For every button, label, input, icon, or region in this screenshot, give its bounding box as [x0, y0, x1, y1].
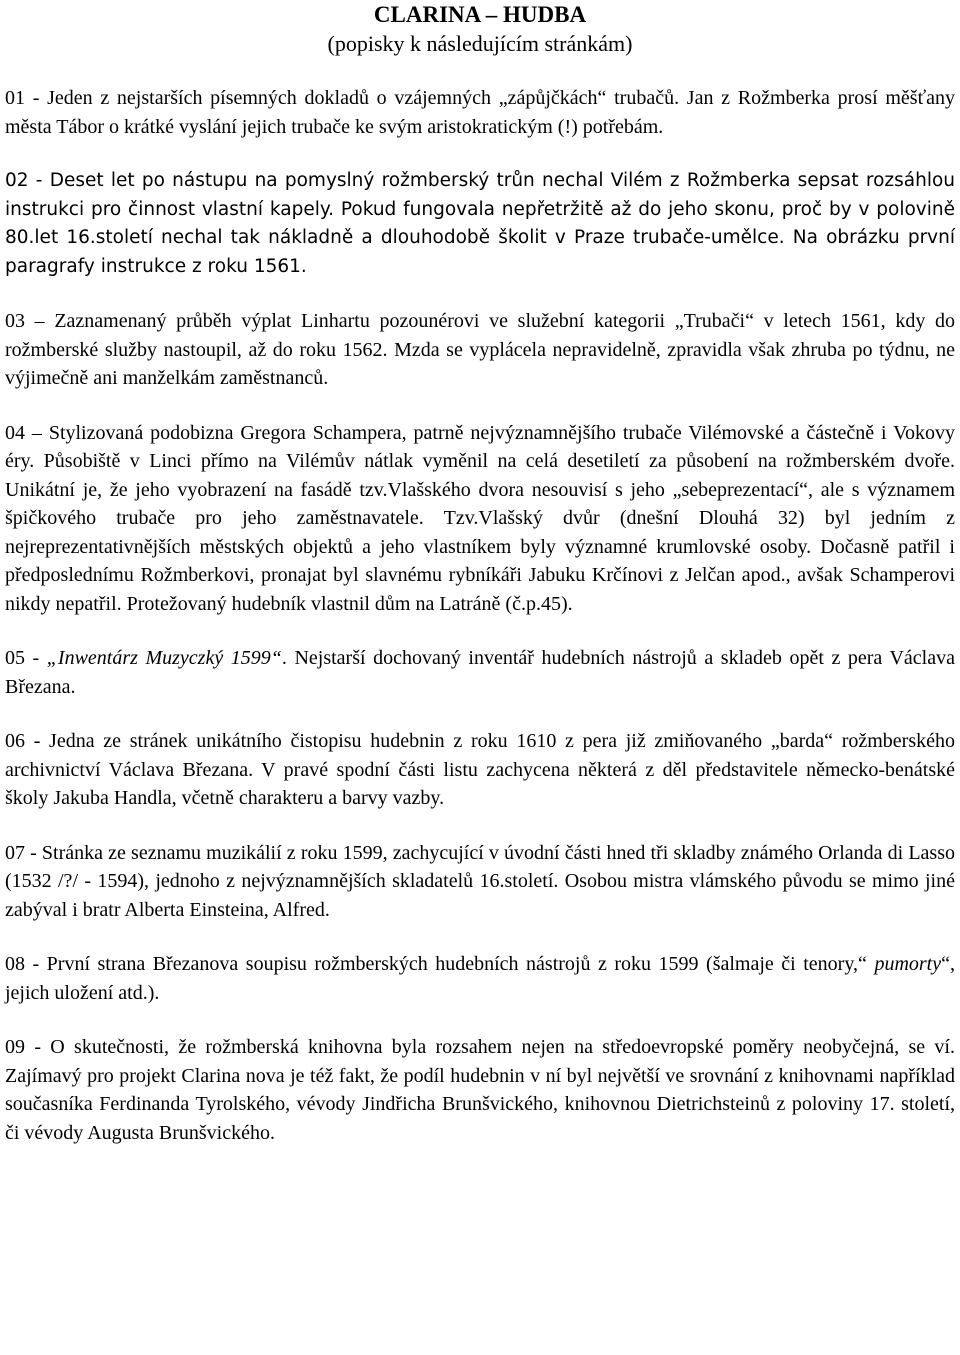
paragraph-05-prefix: 05 - [5, 647, 47, 669]
paragraph-08-rest: “, jejich uložení atd.). [5, 953, 955, 1004]
document-subtitle: (popisky k následujícím stránkám) [327, 31, 633, 56]
paragraph-05-italic: „Inwentárz Muzyczký 1599“ [46, 647, 282, 669]
paragraph-05-rest: . Nejstarší dochovaný inventář hudebních nástrojů a skladeb opět z pera Václava Březana. [5, 647, 955, 698]
paragraph-09: 09 - O skutečnosti, že rožmberská knihovna byla rozsahem nejen na středoevropské poměry neobyčejná, se ví. Zajímavý pro projekt Clarina nova je též fakt, že podíl hudebnin v ní byl největší ve srovnání z knihovnami například současníka Ferdinanda Tyrolského, vévody Jindřicha Brunšvického, knihovnou Dietrichsteinů z poloviny 17. století, či vévody Augusta Brunšvického. [5, 1036, 955, 1144]
document-page [5, 0, 955, 1173]
paragraph-04: 04 – Stylizovaná podobizna Gregora Schampera, patrně nejvýznamnějšího trubače Vilémovské a částečně i Vokovy éry. Působiště v Linci přímo na Vilémův nátlak vyměnil na celá desetiletí za působení na rožmberském dvoře. Unikátní je, že jeho vyobrazení na fasádě tzv.Vlašského dvora nesouvisí s jeho „sebeprezentací“, ale s významem špičkového trubače pro jeho zaměstnavatele. Tzv.Vlašský dvůr (dnešní Dlouhá 32) byl jedním z nejreprezentativnějších městských objektů a jeho vlastníkem byly významné krumlovské osoby. Dočasně patřil i předposlednímu Rožmberkovi, pronajat byl slavnému rybníkáři Jabuku Krčínovi z Jelčan apod., avšak Schamperovi nikdy nepatřil. Protežovaný hudebník vlastnil dům na Latráně (č.p.45). [5, 421, 955, 615]
paragraph-03: 03 – Zaznamenaný průběh výplat Linhartu pozounérovi ve služební kategorii „Trubači“ v letech 1561, kdy do rožmberské služby nastoupil, až do roku 1562. Mzda se vyplácela nepravidelně, zpravidla však zhruba po týdnu, ne výjimečně ani manželkám zaměstnanců. [5, 310, 955, 389]
paragraph-08 [5, 950, 955, 1007]
paragraph-05 [5, 644, 955, 701]
paragraph-06: 06 - Jedna ze stránek unikátního čistopisu hudebnin z roku 1610 z pera již zmiňovaného „barda“ rožmberského archivnictví Václava Březana. V pravé spodní části listu zachycena některá z děl představitele německo-benátské školy Jakuba Handla, včetně charakteru a barvy vazby. [5, 730, 955, 809]
paragraph-01: 01 - Jeden z nejstarších písemných dokladů o vzájemných „zápůjčkách“ trubačů. Jan z Rožmberka prosí měšťany města Tábor o krátké vyslání jejich trubače ke svým aristokratickým (!) potřebám. [5, 87, 955, 138]
paragraph-08-italic: pumorty [874, 953, 942, 975]
paragraph-08-prefix: 08 - První strana Březanova soupisu rožmberských hudebních nástrojů z roku 1599 (šalmaje či tenory,“ [5, 953, 875, 975]
paragraph-07: 07 - Stránka ze seznamu muzikálií z roku 1599, zachycující v úvodní části hned tři skladby známého Orlanda di Lasso (1532 /?/ - 1594), jednoho z nejvýznamnějších skladatelů 16.století. Osobou mistra vlámského původu se mimo jiné zabýval i bratr Alberta Einsteina, Alfred. [5, 841, 955, 921]
paragraph-02: 02 - Deset let po nástupu na pomyslný rožmberský trůn nechal Vilém z Rožmberka sepsat rozsáhlou instrukci pro činnost vlastní kapely. Pokud fungovala nepřetržitě až do jeho skonu, proč by v polovině 80.let 16.století nechal tak nákladně a dlouhodobě školit v Praze trubače-umělce. Na obrázku první paragrafy instrukce z roku 1561. [5, 170, 955, 277]
document-title: CLARINA – HUDBA [373, 2, 587, 27]
